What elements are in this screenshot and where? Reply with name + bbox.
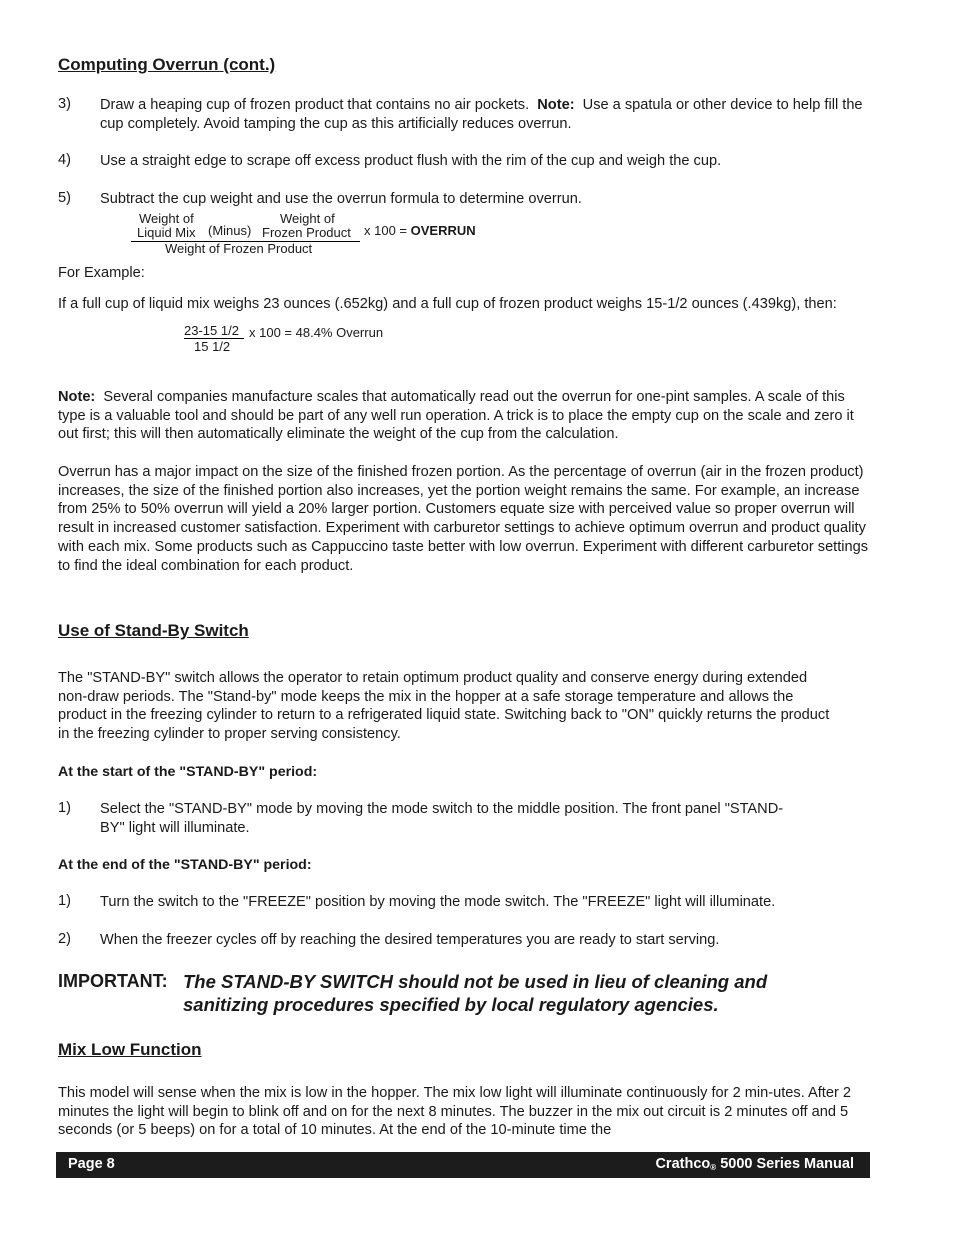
manual-name: 5000 Series Manual: [720, 1156, 854, 1172]
step-text-part: Draw a heaping cup of frozen product that contains no air pockets.: [100, 97, 530, 113]
standby-end-heading: At the end of the "STAND-BY" period:: [58, 857, 312, 873]
step-text: Subtract the cup weight and use the overrun formula to determine overrun.: [100, 191, 582, 207]
standby-intro: The "STAND-BY" switch allows the operator to retain optimum product quality and conserve energy during extended non-draw periods. The "Stand-by" mode keeps the mix in the hopper at a safe storage temperature and allows the product in the freezing cylinder to return to a refrigerated liquid state. Switching back to "ON" quickly returns the product in the freezing cylinder to proper serving consistency.: [58, 670, 830, 743]
section-heading-mix-low: Mix Low Function: [58, 1040, 202, 1059]
note-label: Note:: [537, 97, 575, 113]
page-number: Page 8: [68, 1156, 115, 1172]
step-text: Select the "STAND-BY" mode by moving the mode switch to the middle position. The front panel "STAND-BY" light will illuminate.: [100, 801, 784, 836]
formula-result: OVERRUN: [410, 223, 476, 238]
example-label: For Example:: [58, 265, 145, 281]
important-label: IMPORTANT:: [58, 971, 168, 991]
note-text: Several companies manufacture scales that automatically read out the overrun for one-pint samples. A scale of this type is a valuable tool and should be part of any well run operation. A trick is to place the empty cup on the scale and zero it out first; this will then automatically eliminate the weight of the cup from the calculation.: [58, 389, 854, 443]
brand-name: Crathco: [655, 1156, 711, 1172]
step-number: 2): [58, 931, 71, 947]
step-number: 5): [58, 190, 71, 206]
note-label: Note:: [58, 389, 96, 405]
step-text: [100, 96, 870, 133]
section-heading-standby: Use of Stand-By Switch: [58, 621, 249, 640]
standby-start-heading: At the start of the "STAND-BY" period:: [58, 764, 318, 780]
step-number: 4): [58, 152, 71, 168]
formula-times-text: x 100 =: [364, 223, 408, 238]
page-footer: [56, 1152, 870, 1178]
manual-title: [655, 1156, 854, 1172]
formula-num-right-bottom: Frozen Product: [262, 225, 351, 240]
mix-low-text: This model will sense when the mix is low in the hopper. The mix low light will illuminate continuously for 2 min-utes. After 2 minutes the light will begin to blink off and on for the next 8 minutes. The buzzer in the mix out circuit is 2 minutes off and 5 seconds (or 5 beeps) on for a total of 10 minutes. At the end of the 10-minute time the: [58, 1085, 852, 1139]
formula-num-left-top: Weight of: [139, 211, 194, 226]
example-numerator: 23-15 1/2: [184, 323, 239, 338]
overrun-paragraph: Overrun has a major impact on the size of the finished frozen portion. As the percentage of overrun (air in the frozen product) increases, the size of the finished portion also increases, yet the portion weight remains the same. For example, an increase from 25% to 50% overrun will yield a 20% larger portion. Customers equate size with perceived value so proper overrun will result in increased customer satisfaction. Experiment with carburetor settings to achieve optimum overrun and product quality with each mix. Some products such as Cappuccino taste better with low overrun. Experiment with different carburetor settings to find the ideal combination for each product.: [58, 464, 869, 574]
formula-minus: (Minus): [208, 223, 252, 238]
formula-num-left-bottom: Liquid Mix: [137, 225, 196, 240]
step-text-part: Use a spatula or other device to help fill the cup completely. Avoid tamping the cup as this artificially reduces overrun.: [100, 97, 863, 132]
example-result: x 100 = 48.4% Overrun: [249, 325, 384, 340]
formula-num-right-top: Weight of: [280, 211, 335, 226]
step-number: 1): [58, 800, 71, 816]
step-number: 1): [58, 893, 71, 909]
formula-times: [364, 223, 476, 238]
example-denominator: 15 1/2: [194, 339, 231, 354]
step-text: Use a straight edge to scrape off excess product flush with the rim of the cup and weigh the cup.: [100, 153, 722, 169]
step-text: When the freezer cycles off by reaching the desired temperatures you are ready to start serving.: [100, 932, 720, 948]
registered-mark: ®: [710, 1163, 717, 1172]
important-line-2: sanitizing procedures specified by local regulatory agencies.: [183, 994, 719, 1015]
formula-denominator: Weight of Frozen Product: [165, 241, 313, 256]
section-heading-computing-overrun: Computing Overrun (cont.): [58, 55, 276, 74]
step-text: Turn the switch to the "FREEZE" position by moving the mode switch. The "FREEZE" light will illuminate.: [100, 894, 776, 910]
example-text: If a full cup of liquid mix weighs 23 ounces (.652kg) and a full cup of frozen product weighs 15-1/2 ounces (.439kg), then:: [58, 296, 837, 312]
step-number: 3): [58, 96, 71, 112]
note-paragraph: [58, 388, 870, 444]
important-line-1: The STAND-BY SWITCH should not be used in lieu of cleaning and: [183, 971, 768, 992]
